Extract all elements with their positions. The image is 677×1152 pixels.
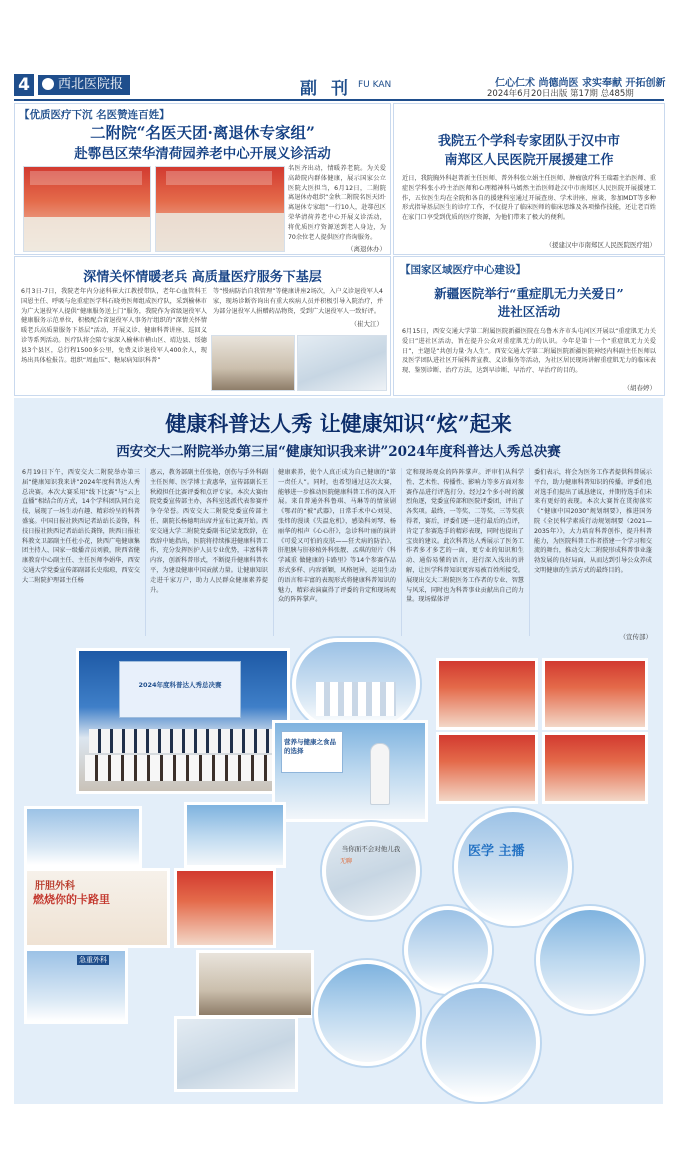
section-title: 副刊 xyxy=(300,79,362,99)
article-body: 6月3日-7日，我院老年内分泌科崔大江教授带队，老年心血管科王国恩主任、呼吸与危重症医学科石晓勇医师组成医疗队，采到榆林市为广大退役军人提供“健康服务送上门”服务，我院作为省级退役军人健康服务示范单位，积极配合省退役军人事务厅组织的“深情关怀情暖老兵高质量服务下基层”活动，开展义诊、健康科普讲座、巡回义诊等系列活动。医疗队将会陪专家深入榆林市横山区、靖边县、绥德县3个县区，总行程1500多公里，免费义诊退役军人400余人，现场出具体检报告。组织“周血压”、糖尿病知识科普” xyxy=(21,288,207,364)
stage-photo xyxy=(174,868,276,948)
article-photo xyxy=(297,335,387,391)
presenter-photo xyxy=(272,720,428,822)
article-photo xyxy=(155,166,285,252)
masthead-rule xyxy=(14,99,664,101)
feature-credit: （宣传部） xyxy=(619,633,652,641)
stage-photo xyxy=(196,950,314,1018)
stage-photo xyxy=(24,948,128,1024)
stage-photo xyxy=(24,806,142,868)
speech-bubble: 当你面不会对他儿我 xyxy=(341,845,401,853)
stage-screen xyxy=(119,661,241,718)
article-tag: 【优质医疗下沉 名医赞连百姓】 xyxy=(19,109,170,121)
stage-text: 急重外科 xyxy=(79,956,107,964)
paper-name: 西北医院报 xyxy=(58,77,124,92)
column-divider xyxy=(401,468,402,636)
column-divider xyxy=(273,468,274,636)
article-title: 南郑区人民医院开展援建工作 xyxy=(444,153,614,168)
article-title: 赴鄠邑区荣华清荷园养老中心开展义诊活动 xyxy=(74,146,331,162)
feature-body: 惠云，教务部副主任张艳，创伤与手外科副主任医师、医学博士黄惠华，宣传部副长王秋殿担任比赛评委和点评专家。本次大赛由院党委宣传部主办，各科室选派代表参赛并争夺荣誉。西安交大二附院党委宣传部主任、副院长杨德明出席并宣布比赛开始。西安交通大学二附院党委副书记梁龙致辞，在致辞中她指出，医院将持续推进健康科普工作，充分发挥医护人员专业优势，丰富科普内容，创新科普形式，不断提升健康科普水平，为建设健康中国贡献力量。让健康知识走进千家万户，助力人民群众健康素养提升。 xyxy=(150,469,268,594)
speaker-circle-photo xyxy=(536,906,644,1014)
panel-text: 营养与健康之食品的选择 xyxy=(284,738,336,755)
stage-photo xyxy=(436,732,538,804)
speaker-circle-photo xyxy=(422,984,540,1102)
feature-section xyxy=(14,398,663,1104)
speaker-circle-photo xyxy=(322,822,420,920)
speaker-circle-photo xyxy=(404,906,492,994)
feature-body: 定和现场观众的阵阵掌声。评审们从科学性、艺术性、传播性、影响力等多方面对参赛作品进行评选打分。经过2个多小时的激烈角逐，党委宣传部和医院评委团，评出了各奖项。最终，一等奖、二等奖、三等奖获得者，赛后，评委们逐一进行最后的点评，肯定了参赛选手的精彩表现，同时也提出了宝贵的建议。此次科普达人秀展示了医务工作者多才多艺的一面，更专业的知识和生动、通俗易懂的语言，进行深入浅出的讲解，让医学科普知识更容易被百姓所接受。展现出交大二附院医务工作者的专业、智慧与风采，同时也为科普事业贡献出自己的力量。现场媒体评 xyxy=(406,469,524,604)
article-photo xyxy=(23,166,151,252)
article-body: 近日，我院胸外科赵普新主任医师、普外科张立娟主任医师、肿瘤放疗科王瑞霜主治医师、重症医学科张小玲主治医师和心理精神科马嫣然主治医师赴汉中市南郑区人民医院开展援建工作，五位医生均在全院和各自的援建科室通过开展查房、学术讲座、座谈、参加MDT等多种形式指导基层医生的诊疗工作，不仅提升了临床医师的临床思维及各项操作技能，还让老百姓在家门口享受到优质的医疗资源，为他们带来了极大的便利。 xyxy=(402,175,656,222)
speech-bubble: 无聊 xyxy=(340,858,353,865)
article-credit: （胡春婷） xyxy=(623,384,656,392)
stage-photo xyxy=(184,802,286,868)
stage-photo xyxy=(436,658,538,730)
stage-photo xyxy=(24,868,170,948)
article-veterans xyxy=(14,256,391,396)
hospital-emblem-icon xyxy=(42,78,54,90)
feature-subheadline: 西安交大二附院举办第三届“健康知识我来讲”2024年度科普达人秀总决赛 xyxy=(116,444,561,460)
speaker-circle-photo xyxy=(314,960,420,1066)
article-credit: （离退休办） xyxy=(347,245,386,253)
article-body: 6月15日，西安交通大学第二附属医院新疆医院在乌鲁木齐市头屯河区开展以“重症肌无力关爱日”进社区活动，旨在提升公众对重症肌无力的认识。今年是第十一个“重症肌无力关爱日”，主题是“共创力量·为人生”。西安交通大学第二附属医院新疆医院神经内科副主任医师以及医学团队进社区开展科普宣教、义诊服务等活动，为社区居民现场讲解重症肌无力的临床表现、鉴别诊断、治疗方法，达到早诊断、早治疗、早治疗的目的。 xyxy=(402,328,656,375)
board-text: 2024年度科普达人秀总决赛 xyxy=(138,681,222,689)
column-divider xyxy=(145,468,146,636)
article-xinjiang xyxy=(393,256,665,396)
circle-text: 医学 主播 xyxy=(468,844,525,859)
feature-body: 6月19日下午，西安交大二附院举办第三届“健康知识我来讲”2024年度科普达人秀总决赛。本次大赛采用“线下比赛”与“云上直播”相结合的方式，14个学科团队同台竞技，展现了一场生动有趣、精彩纷呈的科普盛宴。中国日报社陕西记者站站长姜锋，科技日报社陕西记者站站长龚锋，陕西日报社科教文卫部副主任杜小花，陕西广电健康集团主持人、国家一级播音员刘毅，陕西省健康教育中心副主任、主任医师李娟华，西安交通大学党委宣传部副部长史瑞琼，西安交大二附院护理部主任杨 xyxy=(22,469,140,584)
article-title: 进社区活动 xyxy=(497,304,561,319)
article-hanzhong-aid xyxy=(393,103,665,255)
page-number: 4 xyxy=(14,74,34,96)
feature-body: 委们表示，将会为医务工作者提供科普展示平台，助力健康科普知识的传播。评委们也对选手们提出了诚恳建议，并期待选手们未来有更好的表现。本次大赛旨在贯彻落实《“健康中国2030”规划纲要》，推进国务院《全民科学素质行动规划纲要（2021—2035年）》，大力培育科普创作，提升科普能力，为医院科普工作者搭建一个学习和交流的舞台，推动交大二附院形成科普事业蓬勃发展的良好局面，从而达到引导公众养成文明健康的生活方式的最终目的。 xyxy=(534,469,652,574)
issue-line: 2024年6月20日出版 第17期 总485期 xyxy=(487,89,634,99)
stage-photo xyxy=(542,732,648,804)
stage-photo-circle xyxy=(292,638,420,730)
article-title: 我院五个学科专家团队于汉中市 xyxy=(437,134,620,149)
speaker-circle-photo xyxy=(454,808,572,926)
feature-headline: 健康科普达人秀 让健康知识“炫”起来 xyxy=(165,411,512,436)
article-credit: （援建汉中市南郑区人民医院医疗组） xyxy=(545,241,656,249)
article-expert-clinic xyxy=(14,103,391,255)
article-credit: （崔大江） xyxy=(350,320,383,328)
section-title-en: FU KAN xyxy=(358,80,392,90)
column-divider xyxy=(529,468,530,636)
article-tag: 【国家区域医疗中心建设】 xyxy=(400,264,526,276)
article-title: 新疆医院举行“重症肌无力关爱日” xyxy=(434,286,624,301)
article-body: 名医齐出动，情暖养老院。为关爱高龄院内群体健康，展示国家公立医院大医担当，6月12日，二附院离退休办组织“金秋二附院名医天团·离退休专家组”一行10人，赴鄠邑区荣华清荷养老中心开展义诊活动，将优质医疗资源送到老人身边，为70余位老人提供医疗咨询服务。 xyxy=(288,165,386,241)
motto: 仁心仁术 尚德尚医 求实奉献 开拓创新 xyxy=(495,78,666,89)
stage-photo xyxy=(542,658,648,730)
stage-photo xyxy=(174,1016,298,1092)
feature-body: 健康素养，使个人真正成为自己健康的“第一责任人”。同时，也希望通过这次大赛，能够进一步推动医院健康科普工作的深入开展。来自普通外科鲁琪、马琳等的情景剧《鄂君的“被”武器》，日常手术中心刘昊、张炜的漫谈《失温危机》，感染科刘琴、杨丽华的相声《心心肝》，急诊科叶丽的演讲《可爱又可怕的皮肤——狂犬病的防治》，肝胆胰与肝移植外科张靓、孟琪的短片《科学减重 做健康的卡路里》等14个参赛作品形式多样、内容新颖，风格迥异，运用生动的语言和丰富的表现形式将健康科普知识的魅力，精彩表演赢得了评委的肯定和现场观众的阵阵掌声。 xyxy=(278,469,396,604)
group-photo xyxy=(76,648,290,794)
article-body: 等“慢病防治自我管理”等健康讲座2场次，入户义诊退役军人4家，现场诊断咨询出有重大疾病人员并积极引导入院治疗，并为部分退役军人捐赠药品物资，受到广大退役军人一致好评。 xyxy=(213,288,383,315)
article-title: 二附院“名医天团·离退休专家组” xyxy=(90,123,315,142)
stage-text: 燃烧你的卡路里 xyxy=(33,893,110,906)
article-photo xyxy=(211,335,295,391)
paper-logo xyxy=(38,75,130,95)
article-title: 深情关怀情暖老兵 高质量医疗服务下基层 xyxy=(83,270,322,285)
stage-text: 肝胆外科 xyxy=(35,881,75,892)
